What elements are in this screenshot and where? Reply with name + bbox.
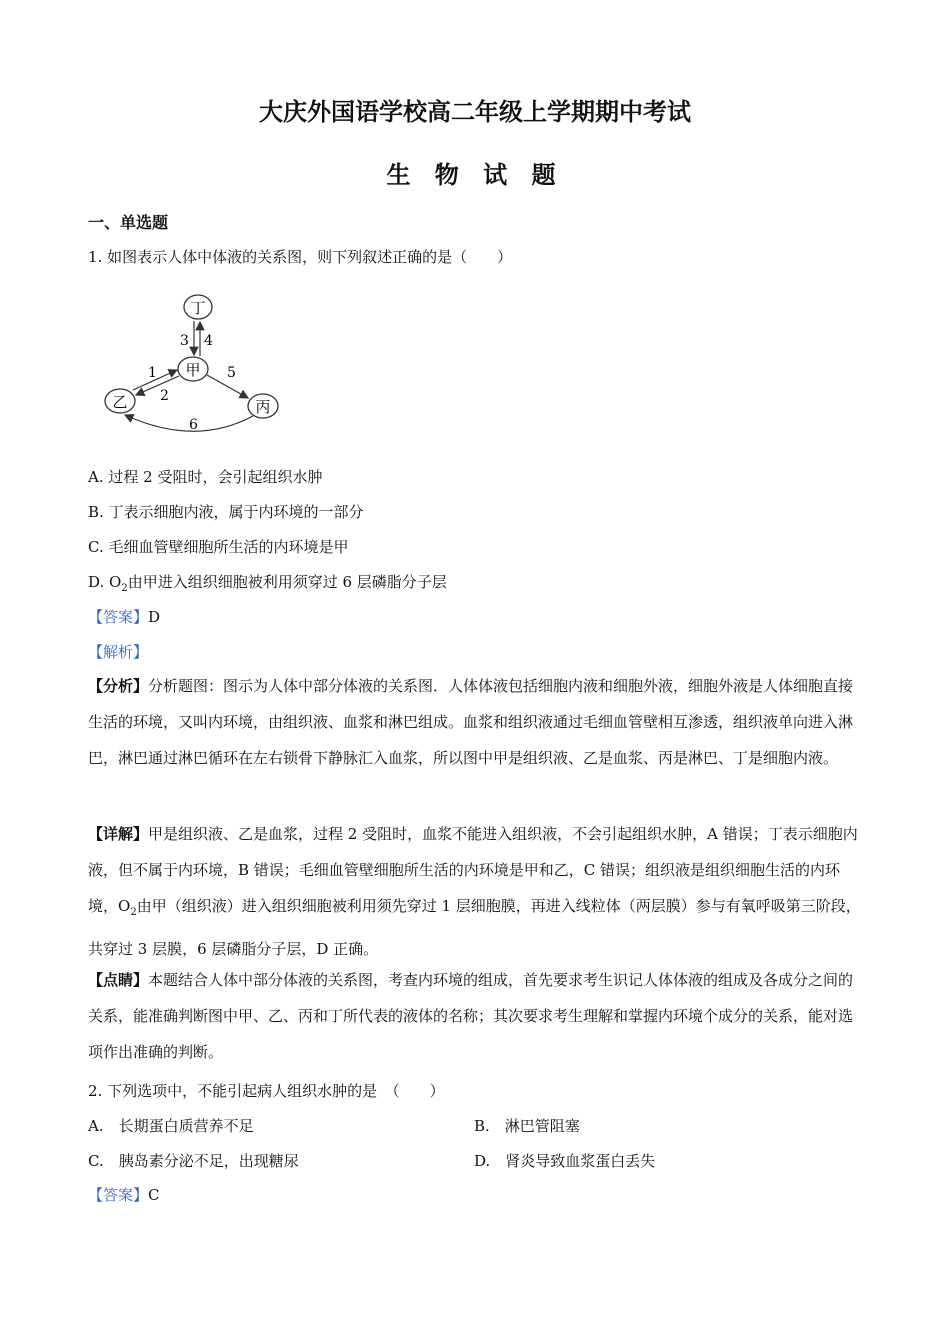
node-ding [184,295,212,319]
exam-subtitle: 生 物 试 题 [386,161,564,189]
node-bing [248,394,278,418]
q1-option-d: D. $O_2$由甲进入组织细胞被利用须穿过 6 层磷脂分子层 [88,573,447,594]
node-yi [105,389,135,413]
label-5: 5 [227,365,236,381]
label-4: 4 [204,333,213,349]
exam-title: 大庆外国语学校高二年级上学期期中考试 [259,98,691,126]
section-heading: 一、单选题 [88,213,169,232]
q2-option-a: A. 长期蛋白质营养不足 [88,1117,254,1135]
q1-option-c: C. 毛细血管壁细胞所生活的内环境是甲 [88,538,349,556]
q1-xiangjie: 【详解】甲是组织液、乙是血浆，过程 2 受阻时，血浆不能进入组织液，不会引起组织水肿，A 错误；丁表示细胞内液，但不属于内环境，B 错误；毛细血管壁细胞所生活的内环境是甲和乙，C 错误；组织液是组织细胞生活的内环境，$O_2$由甲（组织液）进入组织细胞被利用须先穿过 1 层细胞膜，再进入线粒体（两层膜）参与有氧呼吸第三阶段，共穿过 3 层膜，6 层磷脂分子层，D 正确。 [88,825,861,958]
node-yi-label: 乙 [112,393,128,411]
node-ding-label: 丁 [190,299,206,317]
q2-stem: 2. 下列选项中，不能引起病人组织水肿的是 （ ） [88,1082,445,1100]
node-jia-label: 甲 [185,361,201,379]
q1-dianjing: 【点睛】本题结合人体中部分体液的关系图，考查内环境的组成，首先要求考生识记人体体液的组成及各成分之间的关系，能准确判断图中甲、乙、丙和丁所代表的液体的名称；其次要求考生理解和掌握内环境个成分的关系，能对选项作出准确的判断。 [88,971,854,1061]
q2-answer [88,1184,160,1205]
q1-stem: 1. 如图表示人体中体液的关系图，则下列叙述正确的是（ ） [88,248,513,266]
q2-option-b: B. 淋巴管阻塞 [474,1117,580,1135]
q1-answer [88,606,160,627]
answer-value: C [148,1186,160,1204]
answer-tag: 【答案】 [88,1186,149,1204]
q1-option-b: B. 丁表示细胞内液，属于内环境的一部分 [88,503,364,521]
answer-tag: 【答案】 [88,608,149,626]
label-2: 2 [160,388,169,404]
node-jia [178,357,208,381]
q1-option-a: A. 过程 2 受阻时，会引起组织水肿 [88,468,323,486]
q1-fenxi: 【分析】分析题图：图示为人体中部分体液的关系图．人体体液包括细胞内液和细胞外液，细胞外液是人体细胞直接生活的环境，又叫内环境，由组织液、血浆和淋巴组成。血浆和组织液通过毛细血管壁相互渗透，组织液单向进入淋巴，淋巴通过淋巴循环在左右锁骨下静脉汇入血浆，所以图中甲是组织液、乙是血浆、丙是淋巴、丁是细胞内液。 [88,677,854,767]
q2-option-d: D. 肾炎导致血浆蛋白丢失 [474,1152,656,1170]
answer-value: D [148,608,161,626]
q1-analysis-tag: 【解析】 [88,643,149,661]
node-bing-label: 丙 [255,398,271,416]
label-3: 3 [180,333,189,349]
label-6: 6 [189,417,198,433]
body-fluid-diagram [95,285,295,440]
label-1: 1 [148,365,157,381]
q2-option-c: C. 胰岛素分泌不足，出现糖尿 [88,1152,299,1170]
